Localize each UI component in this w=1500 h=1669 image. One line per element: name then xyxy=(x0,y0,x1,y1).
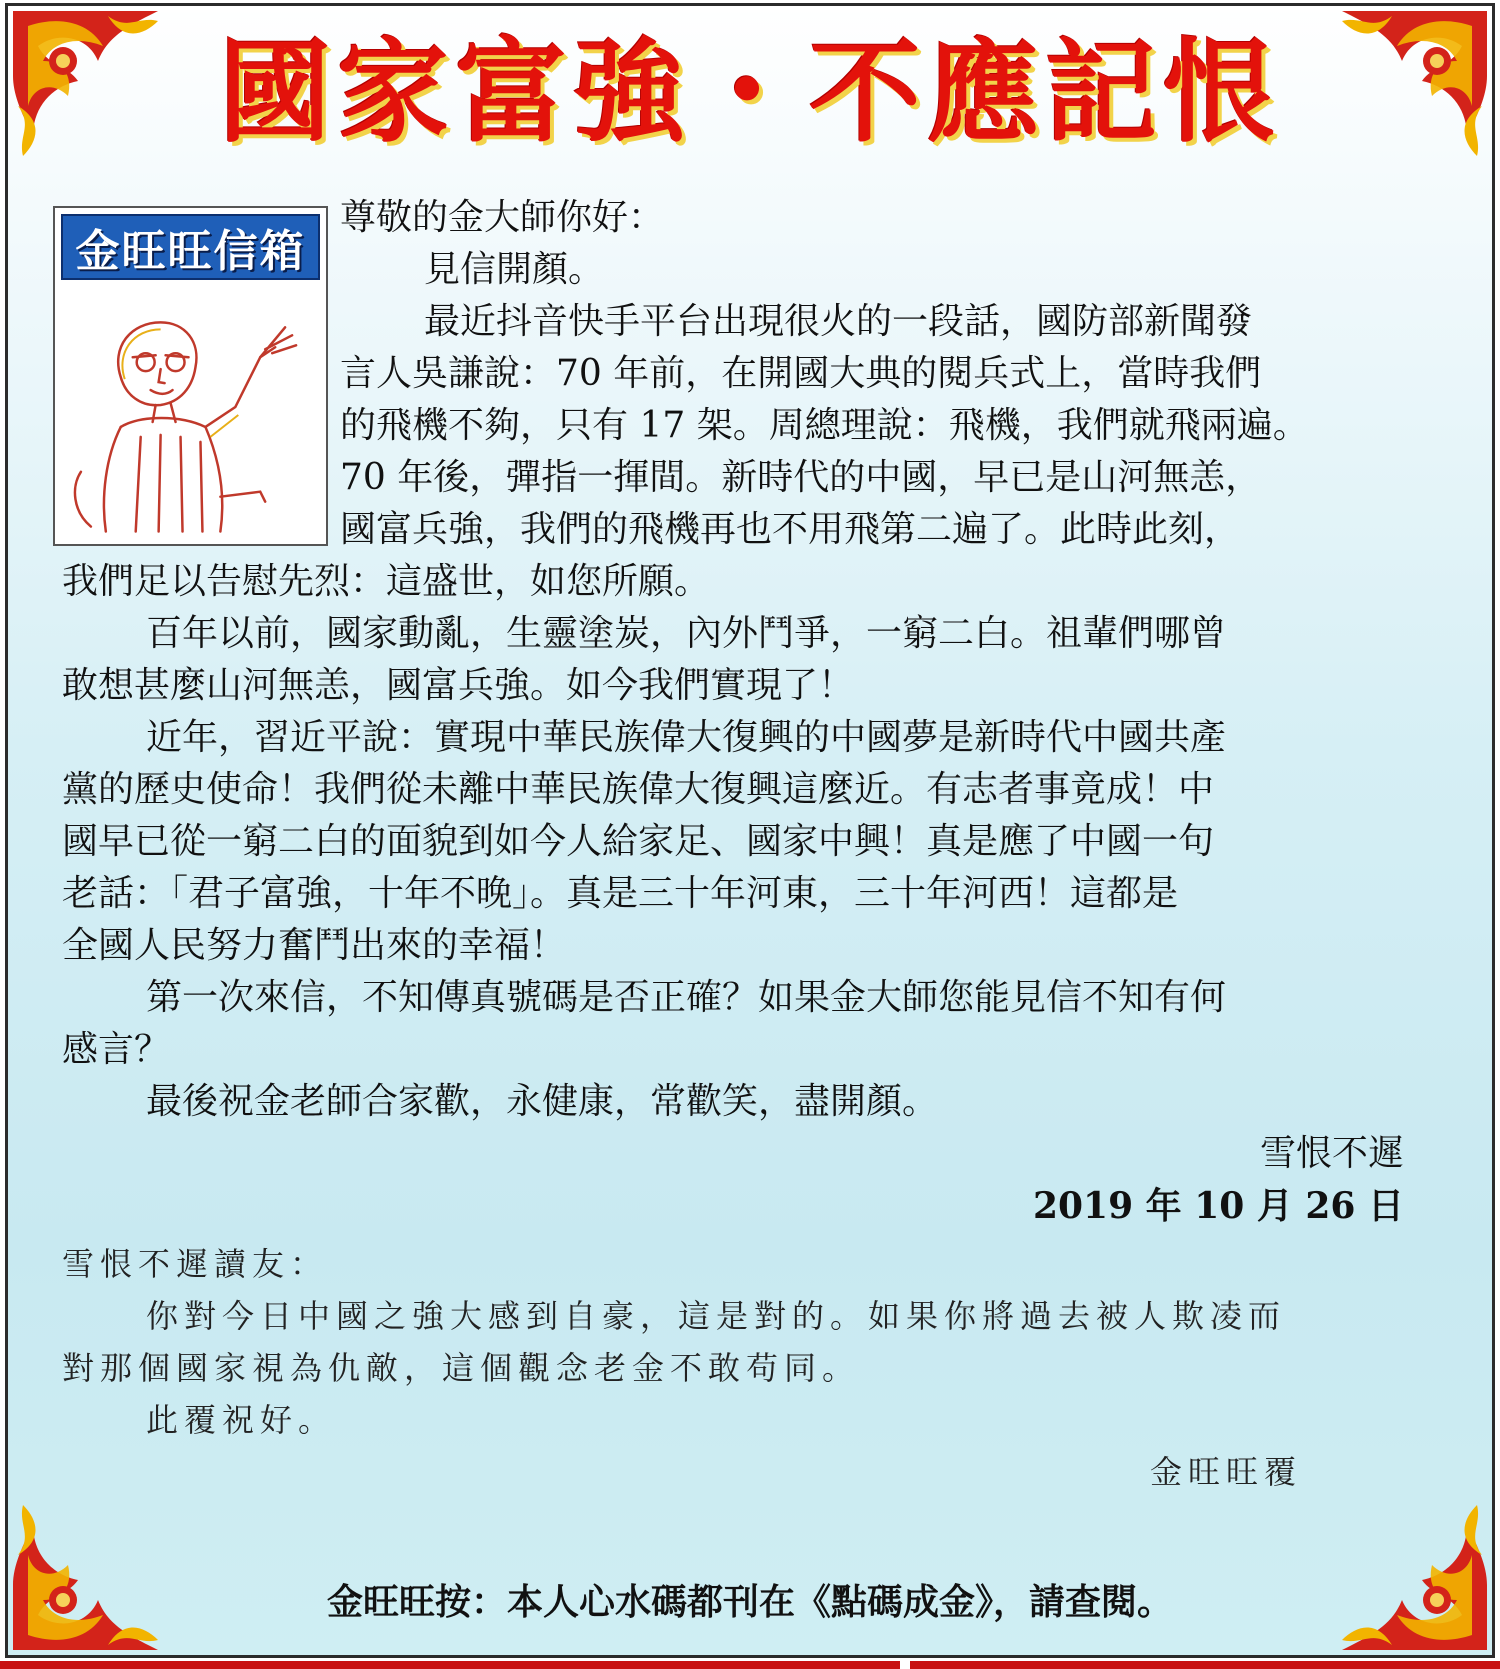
reply-line: 對那個國家視為仇敵，這個觀念老金不敢苟同。 xyxy=(62,1349,861,1387)
letter-line: 見信開顏。 xyxy=(424,249,605,290)
letter-line: 敢想甚麼山河無恙，國富兵強。如今我們實現了！ xyxy=(62,665,855,706)
letter-line: 老話：「君子富強，十年不晚」。真是三十年河東，三十年河西！這都是 xyxy=(62,873,1179,914)
column-logo-banner xyxy=(61,214,320,280)
footer-note: 金旺旺按：本人心水碼都刊在《點碼成金》，請查閱。 xyxy=(326,1582,1173,1623)
letter-line: 第一次來信，不知傳真號碼是否正確？如果金大師您能見信不知有何 xyxy=(146,977,1227,1018)
reply-line: 此覆祝好。 xyxy=(146,1401,337,1439)
letter-line: 最後祝金老師合家歡，永健康，常歡笑，盡開顏。 xyxy=(146,1081,939,1122)
letter-signature: 雪恨不遲 xyxy=(1259,1133,1404,1174)
reply-signature: 金旺旺覆 xyxy=(1149,1453,1302,1491)
letter-line: 言人吳謙說：70 年前，在開國大典的閱兵式上，當時我們 xyxy=(340,353,1262,394)
letter-line: 我們足以告慰先烈：這盛世，如您所願。 xyxy=(62,561,711,602)
ornament-corner-bottom-right xyxy=(1327,1490,1492,1655)
column-logo-label: 金旺旺信箱 xyxy=(75,226,306,277)
letter-line: 全國人民努力奮鬥出來的幸福！ xyxy=(62,925,567,966)
letter-line: 的飛機不夠，只有 17 架。周總理說：飛機，我們就飛兩遍。 xyxy=(340,405,1309,446)
letter-line: 感言？ xyxy=(62,1029,171,1070)
letter-line: 黨的歷史使命！我們從未離中華民族偉大復興這麼近。有志者事竟成！中 xyxy=(62,769,1215,810)
letter-line: 近年，習近平說：實現中華民族偉大復興的中國夢是新時代中國共產 xyxy=(146,717,1227,758)
reply-line: 你對今日中國之強大感到自豪，這是對的。如果你將過去被人欺凌而 xyxy=(146,1297,1287,1335)
letter-line: 國早已從一窮二白的面貌到如今人給家足、國家中興！真是應了中國一句 xyxy=(62,821,1215,862)
letter-date: 2019 年 10 月 26 日 xyxy=(1032,1185,1404,1227)
column-logo xyxy=(53,206,328,546)
letter-line: 70 年後，彈指一揮間。新時代的中國，早已是山河無恙， xyxy=(340,457,1262,498)
letter-line: 國富兵強，我們的飛機再也不用飛第二遍了。此時此刻， xyxy=(340,509,1241,550)
reply-salutation: 雪恨不遲讀友： xyxy=(62,1245,329,1283)
letter-line: 百年以前，國家動亂，生靈塗炭，內外鬥爭，一窮二白。祖輩們哪曾 xyxy=(146,613,1227,654)
letter-line: 最近抖音快手平台出現很火的一段話，國防部新聞發 xyxy=(424,301,1253,342)
bottom-border-strip xyxy=(0,1661,1500,1669)
professor-illustration xyxy=(61,286,320,538)
ornament-corner-bottom-left xyxy=(8,1490,173,1655)
letter-greeting: 尊敬的金大師你好： xyxy=(340,197,665,238)
letter-frame xyxy=(5,3,1495,1658)
page-title: 國家富強・不應記恨 xyxy=(219,27,1281,158)
